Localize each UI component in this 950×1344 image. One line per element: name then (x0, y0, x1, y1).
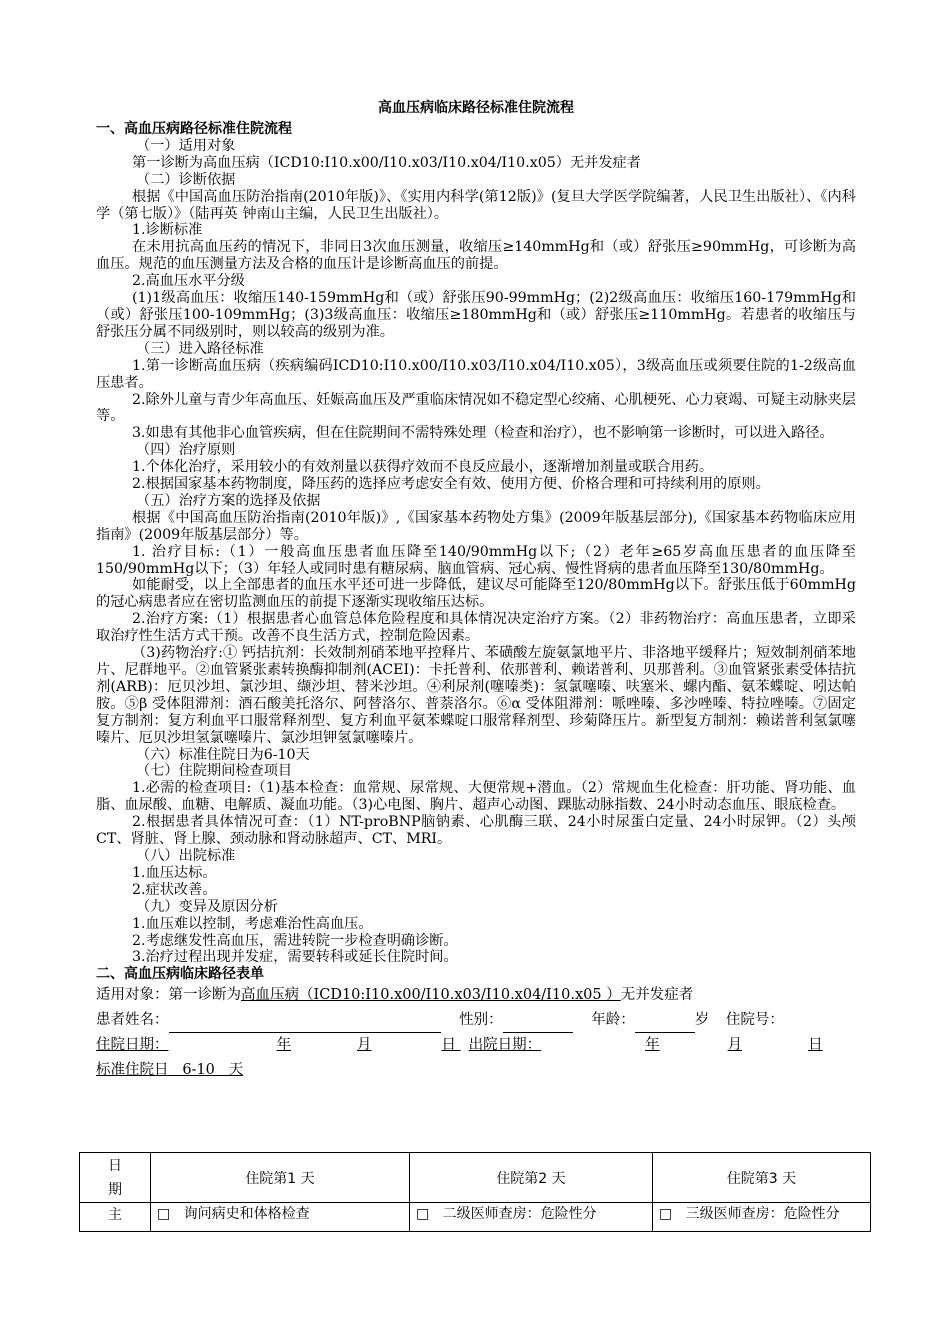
document-title: 高血压病临床路径标准住院流程 (378, 100, 574, 116)
list-item: 1.血压达标。 (132, 864, 217, 881)
sex-label: 性别： (459, 1012, 503, 1029)
table-cell (410, 1203, 653, 1232)
patient-info-line (96, 1008, 856, 1033)
paragraph: 1.第一诊断高血压病（疾病编码ICD10:I10.x00/I10.x03/I10.x04/I10.x05），3级高血压或须要住院的1-2级高血压患者。 (96, 357, 856, 391)
paragraph: (1)1级高血压：收缩压140-159mmHg和（或）舒张压90-99mmHg；(2)2级高血压：收缩压160-179mmHg和（或）舒张压100-109mmHg；(3)3级高血压：收缩压≥180mmHg和（或）舒张压≥110mmHg。若患者的收缩压与舒张压分属不同级别时，则以较高的级别为准。 (96, 290, 856, 340)
admit-date-label: 住院日期： (96, 1037, 169, 1054)
dates-line (96, 1033, 856, 1058)
subsection-title: （八）出院标准 (136, 847, 236, 864)
standard-days-line (96, 1058, 856, 1083)
paragraph: 第一诊断为高血压病（ICD10:I10.x00/I10.x03/I10.x04/I10.x05）无并发症者 (132, 154, 641, 171)
date-column-header (80, 1153, 151, 1203)
scope-tail: 无并发症者 (620, 987, 694, 1004)
paragraph: 2.治疗方案:（1）根据患者心血管总体危险程度和具体情况决定治疗方案。（2）非药物治疗：高血压患者，立即采取治疗性生活方式干预。改善不良生活方式，控制危险因素。 (96, 611, 856, 645)
standard-days-unit: 天 (228, 1062, 244, 1079)
date-header-line2: 期 (108, 1181, 122, 1198)
list-item: 2.考虑继发性高血压，需进转院一步检查明确诊断。 (132, 932, 458, 949)
admission-number-label: 住院号： (725, 1012, 784, 1029)
day1-header: 住院第1 天 (151, 1153, 410, 1203)
section-heading-2: 二、高血压病临床路径表单 (96, 966, 264, 983)
cell-text: 二级医师查房：危险性分 (442, 1206, 597, 1222)
checkbox[interactable]: □ (416, 1206, 430, 1222)
table-cell (151, 1203, 410, 1232)
discharge-day-unit: 日 (808, 1037, 823, 1054)
paragraph: 在未用抗高血压药的情况下，非同日3次血压测量，收缩压≥140mmHg和（或）舒张压≥90mmHg，可诊断为高血压。规范的血压测量方法及合格的血压计是诊断高血压的前提。 (96, 239, 856, 273)
day3-header: 住院第3 天 (653, 1153, 871, 1203)
age-unit: 岁 (694, 1012, 710, 1029)
subsection-title: （一）适用对象 (136, 137, 236, 154)
paragraph: 根据《中国高血压防治指南(2010年版)》,《国家基本药物处方集》(2009年版基层部分),《国家基本药物临床应用指南》(2009年版基层部分）等。 (96, 509, 856, 543)
paragraph: 2.根据国家基本药物制度，降压药的选择应考虑安全有效、使用方便、价格合理和可持续利用的原则。 (132, 476, 770, 493)
sex-field[interactable] (503, 1016, 573, 1033)
table-row (80, 1203, 871, 1232)
list-item: 2.症状改善。 (132, 881, 217, 898)
document-body (96, 100, 856, 1083)
admit-year-unit: 年 (276, 1037, 291, 1054)
scope-label: 适用对象：第一诊断为 (96, 987, 241, 1004)
item-heading: 1.诊断标准 (132, 222, 203, 239)
patient-name-field[interactable] (169, 1016, 441, 1033)
discharge-month-unit: 月 (727, 1037, 743, 1054)
scope-value: 高血压病（ICD10:I10.x00/I10.x03/I10.x04/I10.x05 ） (241, 987, 621, 1004)
table-cell (653, 1203, 871, 1232)
age-field[interactable] (635, 1016, 695, 1033)
paragraph: 1. 治疗目标:（1）一般高血压患者血压降至140/90mmHg以下;（2）老年≥65岁高血压患者的血压降至150/90mmHg以下；（3）年轻人或同时患有糖尿病、脑血管病、冠心病、慢性肾病的患者血压降至130/80mmHg。 (96, 543, 856, 577)
patient-name-label: 患者姓名： (96, 1012, 169, 1029)
paragraph: 2.根据患者具体情况可查：（1）NT-proBNP脑钠素、心肌酶三联、24小时尿蛋白定量、24小时尿钾。（2）头颅CT、肾脏、肾上腺、颈动脉和肾动脉超声、CT、MRI。 (96, 814, 856, 848)
discharge-year-unit: 年 (645, 1037, 660, 1054)
discharge-date-label: 出院日期： (468, 1037, 542, 1054)
date-header-line1: 日 (108, 1157, 122, 1174)
list-item: 3.治疗过程出现并发症，需要转科或延长住院时间。 (132, 949, 458, 966)
age-label: 年龄： (591, 1012, 635, 1029)
paragraph: 1.个体化治疗，采用较小的有效剂量以获得疗效而不良反应最小，逐渐增加剂量或联合用药。 (132, 459, 714, 476)
paragraph: 3.如患有其他非心血管疾病，但在住院期间不需特殊处理（检查和治疗），也不影响第一诊断时，可以进入路径。 (132, 425, 834, 442)
paragraph: 如能耐受，以上全部患者的血压水平还可进一步降低，建议尽可能降至120/80mmHg以下。舒张压低于60mmHg的冠心病患者应在密切监测血压的前提下逐渐实现收缩压达标。 (96, 577, 856, 611)
scope-line (96, 983, 856, 1008)
admit-month-unit: 月 (357, 1037, 372, 1054)
table-header-row (80, 1153, 871, 1203)
section-heading-1: 一、高血压病路径标准住院流程 (96, 120, 292, 137)
clinical-pathway-table (79, 1152, 871, 1232)
subsection-title: （五）治疗方案的选择及依据 (136, 492, 321, 509)
subsection-title: （四）治疗原则 (136, 442, 236, 459)
paragraph: 根据《中国高血压防治指南(2010年版)》、《实用内科学(第12版)》(复旦大学医学院编著，人民卫生出版社）、《内科学（第七版）》（陆再英 钟南山主编，人民卫生出版社）。 (96, 188, 856, 222)
subsection-title: （二）诊断依据 (136, 171, 236, 188)
paragraph: （3)药物治疗:① 钙拮抗剂：长效制剂硝苯地平控释片、苯磺酸左旋氨氯地平片、非洛地平缓释片；短效制剂硝苯地片、尼群地平。②血管紧张素转换酶抑制剂(ACEI)：卡托普利、依那普利、赖诺普利、贝那普利。③血管紧张素受体拮抗剂(ARB)：厄贝沙坦、氯沙坦、缬沙坦、替米沙坦。④利尿剂(噻嗪类)：氢氯噻嗪、呋塞米、螺内酯、氨苯蝶啶、吲达帕胺。⑤β 受体阻滞剂：酒石酸美托洛尔、阿替洛尔、普萘洛尔。⑥α 受体阻滞剂：哌唑嗪、多沙唑嗪、特拉唑嗪。⑦固定复方制剂：复方利血平口服常释剂型、复方利血平氨苯蝶啶口服常释剂型、珍菊降压片。新型复方制剂：赖诺普利氢氯噻嗪片、厄贝沙坦氢氯噻嗪片、氯沙坦钾氢氯噻嗪片。 (96, 645, 856, 746)
subsection-title: （九）变异及原因分析 (136, 898, 278, 915)
checkbox[interactable]: □ (659, 1206, 673, 1222)
subsection-title: （三）进入路径标准 (136, 340, 264, 357)
standard-days-value: 6-10 (182, 1062, 215, 1079)
list-item: 1.血压难以控制，考虑难治性高血压。 (132, 915, 373, 932)
paragraph: 1.必需的检查项目:（1)基本检查：血常规、尿常规、大便常规+潜血。（2）常规血生化检查：肝功能、肾功能、血脂、血尿酸、血糖、电解质、凝血功能。（3)心电图、胸片、超声心动图、踝肱动脉指数、24小时动态血压、眼底检查。 (96, 780, 856, 814)
paragraph: 2.除外儿童与青少年高血压、妊娠高血压及严重临床情况如不稳定型心绞痛、心肌梗死、心力衰竭、可疑主动脉夹层等。 (96, 391, 856, 425)
cell-text: 三级医师查房：危险性分 (685, 1206, 840, 1222)
subsection-title: （七）住院期间检查项目 (136, 763, 293, 780)
standard-days-label: 标准住院日 (96, 1062, 169, 1079)
cell-text: 询问病史和体格检查 (183, 1206, 310, 1222)
row-label: 主 (80, 1203, 151, 1232)
day2-header: 住院第2 天 (410, 1153, 653, 1203)
subsection-title: （六）标准住院日为6-10天 (136, 746, 310, 763)
admit-day-unit: 日 (441, 1037, 456, 1054)
checkbox[interactable]: □ (157, 1206, 171, 1222)
item-heading: 2.高血压水平分级 (132, 273, 245, 290)
